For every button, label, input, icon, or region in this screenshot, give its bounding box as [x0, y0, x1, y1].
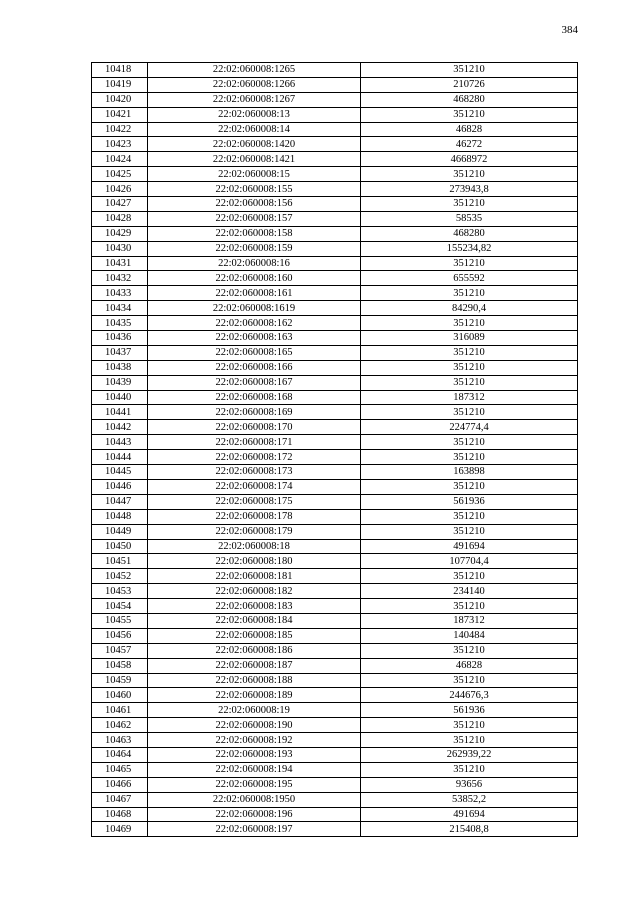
table-row [92, 152, 578, 167]
row-number-cell: 10445 [92, 465, 148, 480]
value-cell: 46272 [361, 137, 578, 152]
cadastral-number-cell: 22:02:060008:194 [148, 762, 361, 777]
cadastral-number-cell: 22:02:060008:155 [148, 182, 361, 197]
row-number-cell: 10429 [92, 226, 148, 241]
table-row [92, 613, 578, 628]
table-row [92, 331, 578, 346]
value-cell: 351210 [361, 256, 578, 271]
value-cell: 351210 [361, 63, 578, 78]
row-number-cell: 10425 [92, 167, 148, 182]
cadastral-number-cell: 22:02:060008:171 [148, 435, 361, 450]
table-row [92, 316, 578, 331]
value-cell: 187312 [361, 390, 578, 405]
table-row [92, 539, 578, 554]
row-number-cell: 10442 [92, 420, 148, 435]
table-row [92, 762, 578, 777]
table-row [92, 360, 578, 375]
cadastral-number-cell: 22:02:060008:193 [148, 747, 361, 762]
cadastral-number-cell: 22:02:060008:188 [148, 673, 361, 688]
table-row [92, 271, 578, 286]
value-cell: 351210 [361, 405, 578, 420]
value-cell: 351210 [361, 107, 578, 122]
cadastral-number-cell: 22:02:060008:14 [148, 122, 361, 137]
cadastral-number-cell: 22:02:060008:180 [148, 554, 361, 569]
cadastral-number-cell: 22:02:060008:169 [148, 405, 361, 420]
row-number-cell: 10441 [92, 405, 148, 420]
row-number-cell: 10437 [92, 345, 148, 360]
table-row [92, 658, 578, 673]
table-row [92, 628, 578, 643]
table-row [92, 122, 578, 137]
cadastral-number-cell: 22:02:060008:1619 [148, 301, 361, 316]
row-number-cell: 10418 [92, 63, 148, 78]
row-number-cell: 10420 [92, 92, 148, 107]
table-row [92, 524, 578, 539]
value-cell: 468280 [361, 92, 578, 107]
table-row [92, 390, 578, 405]
table-row [92, 747, 578, 762]
cadastral-number-cell: 22:02:060008:157 [148, 211, 361, 226]
cadastral-number-cell: 22:02:060008:181 [148, 569, 361, 584]
cadastral-number-cell: 22:02:060008:197 [148, 822, 361, 837]
row-number-cell: 10460 [92, 688, 148, 703]
row-number-cell: 10466 [92, 777, 148, 792]
cadastral-number-cell: 22:02:060008:161 [148, 286, 361, 301]
value-cell: 351210 [361, 286, 578, 301]
row-number-cell: 10454 [92, 599, 148, 614]
table-row [92, 420, 578, 435]
row-number-cell: 10421 [92, 107, 148, 122]
row-number-cell: 10464 [92, 747, 148, 762]
value-cell: 93656 [361, 777, 578, 792]
value-cell: 655592 [361, 271, 578, 286]
table-row [92, 107, 578, 122]
cadastral-number-cell: 22:02:060008:190 [148, 718, 361, 733]
row-number-cell: 10461 [92, 703, 148, 718]
table-row [92, 345, 578, 360]
cadastral-number-cell: 22:02:060008:192 [148, 733, 361, 748]
row-number-cell: 10430 [92, 241, 148, 256]
cadastral-number-cell: 22:02:060008:1950 [148, 792, 361, 807]
row-number-cell: 10448 [92, 509, 148, 524]
value-cell: 4668972 [361, 152, 578, 167]
cadastral-number-cell: 22:02:060008:165 [148, 345, 361, 360]
row-number-cell: 10440 [92, 390, 148, 405]
cadastral-number-cell: 22:02:060008:174 [148, 479, 361, 494]
cadastral-number-cell: 22:02:060008:156 [148, 197, 361, 212]
table-row [92, 211, 578, 226]
cadastral-number-cell: 22:02:060008:166 [148, 360, 361, 375]
table-row [92, 405, 578, 420]
row-number-cell: 10451 [92, 554, 148, 569]
value-cell: 140484 [361, 628, 578, 643]
cadastral-number-cell: 22:02:060008:159 [148, 241, 361, 256]
value-cell: 58535 [361, 211, 578, 226]
cadastral-number-cell: 22:02:060008:172 [148, 450, 361, 465]
table-row [92, 256, 578, 271]
table-row [92, 182, 578, 197]
cadastral-table [91, 62, 578, 837]
value-cell: 351210 [361, 569, 578, 584]
table-row [92, 92, 578, 107]
value-cell: 491694 [361, 539, 578, 554]
cadastral-number-cell: 22:02:060008:13 [148, 107, 361, 122]
value-cell: 491694 [361, 807, 578, 822]
value-cell: 244676,3 [361, 688, 578, 703]
value-cell: 351210 [361, 599, 578, 614]
row-number-cell: 10450 [92, 539, 148, 554]
cadastral-number-cell: 22:02:060008:1266 [148, 77, 361, 92]
cadastral-number-cell: 22:02:060008:173 [148, 465, 361, 480]
table-row [92, 509, 578, 524]
row-number-cell: 10427 [92, 197, 148, 212]
row-number-cell: 10423 [92, 137, 148, 152]
value-cell: 351210 [361, 524, 578, 539]
table-row [92, 286, 578, 301]
value-cell: 351210 [361, 509, 578, 524]
row-number-cell: 10426 [92, 182, 148, 197]
row-number-cell: 10452 [92, 569, 148, 584]
row-number-cell: 10468 [92, 807, 148, 822]
value-cell: 561936 [361, 703, 578, 718]
value-cell: 351210 [361, 762, 578, 777]
value-cell: 351210 [361, 316, 578, 331]
table-row [92, 450, 578, 465]
row-number-cell: 10435 [92, 316, 148, 331]
value-cell: 351210 [361, 197, 578, 212]
cadastral-number-cell: 22:02:060008:170 [148, 420, 361, 435]
cadastral-number-cell: 22:02:060008:163 [148, 331, 361, 346]
cadastral-number-cell: 22:02:060008:185 [148, 628, 361, 643]
table-row [92, 777, 578, 792]
cadastral-number-cell: 22:02:060008:162 [148, 316, 361, 331]
row-number-cell: 10456 [92, 628, 148, 643]
value-cell: 234140 [361, 584, 578, 599]
value-cell: 351210 [361, 673, 578, 688]
table-row [92, 63, 578, 78]
table-row [92, 599, 578, 614]
cadastral-number-cell: 22:02:060008:15 [148, 167, 361, 182]
table-row [92, 554, 578, 569]
row-number-cell: 10447 [92, 494, 148, 509]
value-cell: 84290,4 [361, 301, 578, 316]
value-cell: 351210 [361, 479, 578, 494]
value-cell: 351210 [361, 718, 578, 733]
row-number-cell: 10439 [92, 375, 148, 390]
table-row [92, 822, 578, 837]
table-row [92, 792, 578, 807]
table-row [92, 465, 578, 480]
table-row [92, 703, 578, 718]
cadastral-number-cell: 22:02:060008:168 [148, 390, 361, 405]
cadastral-number-cell: 22:02:060008:195 [148, 777, 361, 792]
table-row [92, 77, 578, 92]
cadastral-number-cell: 22:02:060008:16 [148, 256, 361, 271]
table-row [92, 807, 578, 822]
row-number-cell: 10433 [92, 286, 148, 301]
value-cell: 316089 [361, 331, 578, 346]
cadastral-number-cell: 22:02:060008:1267 [148, 92, 361, 107]
row-number-cell: 10422 [92, 122, 148, 137]
table-row [92, 733, 578, 748]
table-row [92, 301, 578, 316]
value-cell: 262939,22 [361, 747, 578, 762]
table-row [92, 688, 578, 703]
table-row [92, 584, 578, 599]
page-number: 384 [561, 24, 578, 36]
row-number-cell: 10453 [92, 584, 148, 599]
value-cell: 351210 [361, 435, 578, 450]
cadastral-number-cell: 22:02:060008:19 [148, 703, 361, 718]
cadastral-number-cell: 22:02:060008:1265 [148, 63, 361, 78]
table-row [92, 673, 578, 688]
table-row [92, 167, 578, 182]
row-number-cell: 10431 [92, 256, 148, 271]
cadastral-number-cell: 22:02:060008:183 [148, 599, 361, 614]
table-row [92, 479, 578, 494]
cadastral-number-cell: 22:02:060008:196 [148, 807, 361, 822]
row-number-cell: 10419 [92, 77, 148, 92]
table-row [92, 643, 578, 658]
value-cell: 351210 [361, 345, 578, 360]
row-number-cell: 10458 [92, 658, 148, 673]
row-number-cell: 10465 [92, 762, 148, 777]
row-number-cell: 10428 [92, 211, 148, 226]
value-cell: 468280 [361, 226, 578, 241]
value-cell: 351210 [361, 450, 578, 465]
cadastral-number-cell: 22:02:060008:160 [148, 271, 361, 286]
value-cell: 224774,4 [361, 420, 578, 435]
table-row [92, 375, 578, 390]
row-number-cell: 10438 [92, 360, 148, 375]
value-cell: 187312 [361, 613, 578, 628]
cadastral-number-cell: 22:02:060008:1421 [148, 152, 361, 167]
cadastral-number-cell: 22:02:060008:187 [148, 658, 361, 673]
value-cell: 210726 [361, 77, 578, 92]
cadastral-number-cell: 22:02:060008:18 [148, 539, 361, 554]
table-row [92, 226, 578, 241]
row-number-cell: 10457 [92, 643, 148, 658]
cadastral-number-cell: 22:02:060008:178 [148, 509, 361, 524]
cadastral-number-cell: 22:02:060008:186 [148, 643, 361, 658]
row-number-cell: 10436 [92, 331, 148, 346]
table-body [92, 63, 578, 837]
value-cell: 351210 [361, 733, 578, 748]
value-cell: 46828 [361, 122, 578, 137]
value-cell: 351210 [361, 375, 578, 390]
value-cell: 163898 [361, 465, 578, 480]
cadastral-number-cell: 22:02:060008:184 [148, 613, 361, 628]
row-number-cell: 10424 [92, 152, 148, 167]
table-row [92, 137, 578, 152]
value-cell: 351210 [361, 167, 578, 182]
cadastral-number-cell: 22:02:060008:158 [148, 226, 361, 241]
table-row [92, 569, 578, 584]
cadastral-number-cell: 22:02:060008:1420 [148, 137, 361, 152]
value-cell: 107704,4 [361, 554, 578, 569]
cadastral-number-cell: 22:02:060008:179 [148, 524, 361, 539]
row-number-cell: 10446 [92, 479, 148, 494]
table-row [92, 197, 578, 212]
value-cell: 155234,82 [361, 241, 578, 256]
row-number-cell: 10443 [92, 435, 148, 450]
cadastral-number-cell: 22:02:060008:167 [148, 375, 361, 390]
row-number-cell: 10469 [92, 822, 148, 837]
table-row [92, 494, 578, 509]
row-number-cell: 10467 [92, 792, 148, 807]
row-number-cell: 10462 [92, 718, 148, 733]
value-cell: 53852,2 [361, 792, 578, 807]
value-cell: 215408,8 [361, 822, 578, 837]
row-number-cell: 10444 [92, 450, 148, 465]
table-row [92, 718, 578, 733]
value-cell: 351210 [361, 643, 578, 658]
row-number-cell: 10449 [92, 524, 148, 539]
row-number-cell: 10463 [92, 733, 148, 748]
row-number-cell: 10459 [92, 673, 148, 688]
cadastral-number-cell: 22:02:060008:175 [148, 494, 361, 509]
table-row [92, 241, 578, 256]
row-number-cell: 10455 [92, 613, 148, 628]
cadastral-number-cell: 22:02:060008:182 [148, 584, 361, 599]
value-cell: 351210 [361, 360, 578, 375]
table-row [92, 435, 578, 450]
value-cell: 273943,8 [361, 182, 578, 197]
value-cell: 46828 [361, 658, 578, 673]
value-cell: 561936 [361, 494, 578, 509]
row-number-cell: 10432 [92, 271, 148, 286]
cadastral-number-cell: 22:02:060008:189 [148, 688, 361, 703]
row-number-cell: 10434 [92, 301, 148, 316]
